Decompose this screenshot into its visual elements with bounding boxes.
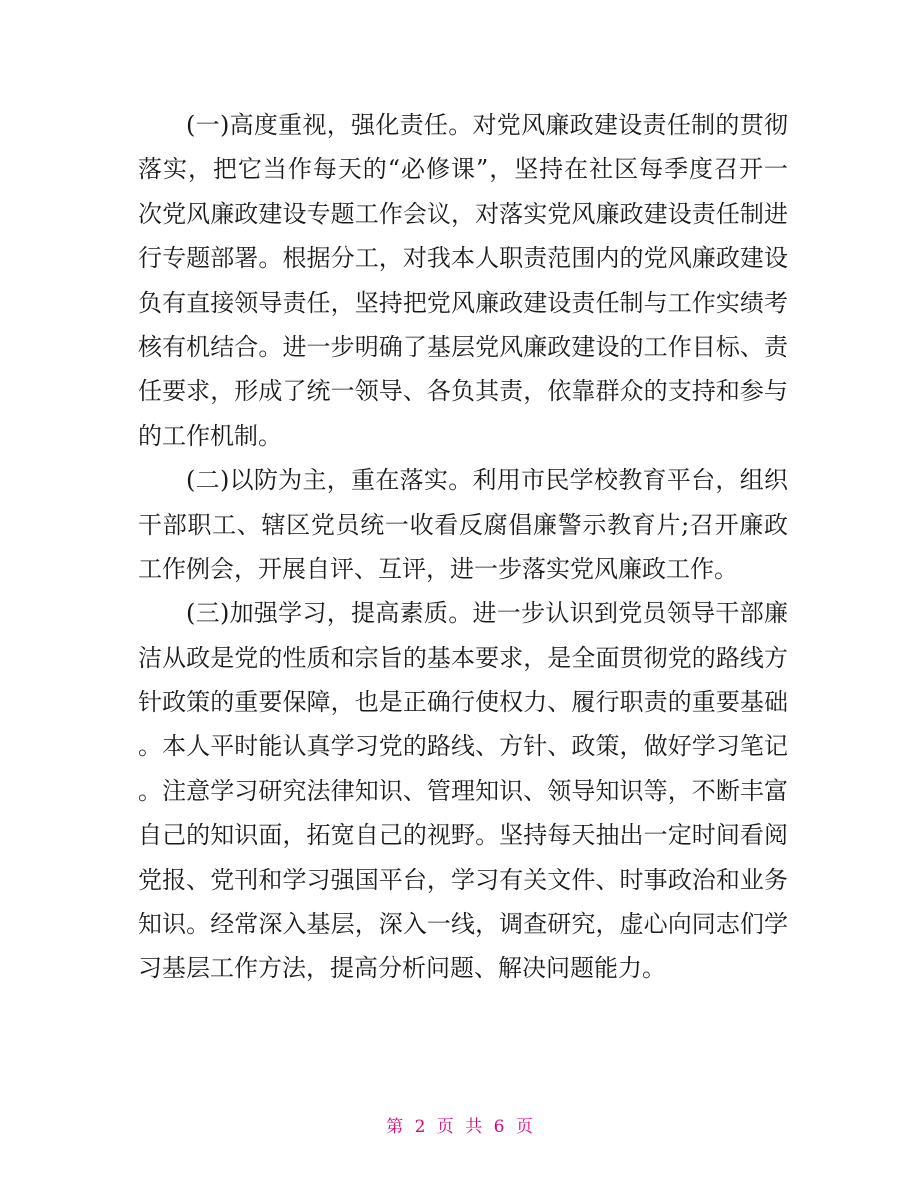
paragraph-line: 负有直接领导责任，坚持把党风廉政建设责任制与工作实绩考 (138, 288, 788, 317)
paragraph-line: 任要求，形成了统一领导、各负其责，依靠群众的支持和参与 (138, 377, 788, 406)
footer-current-page: 2 (414, 1117, 427, 1137)
paragraph-line: 落实，把它当作每天的“必修课”，坚持在社区每季度召开一 (138, 155, 788, 184)
paragraph-line: 次党风廉政建设专题工作会议，对落实党风廉政建设责任制进 (138, 199, 788, 228)
paragraph-line: (三)加强学习，提高素质。进一步认识到党员领导干部廉 (186, 599, 788, 628)
paragraph-line: (一)高度重视，强化责任。对党风廉政建设责任制的贯彻 (186, 111, 788, 139)
footer-page-word: 页 (436, 1117, 455, 1137)
paragraph-line: 习基层工作方法，提高分析问题、解决问题能力。 (138, 954, 666, 983)
footer-suffix: 页 (515, 1117, 534, 1137)
paragraph-line: 行专题部署。根据分工，对我本人职责范围内的党风廉政建设 (138, 244, 788, 273)
paragraph-line: 干部职工、辖区党员统一收看反腐倡廉警示教育片;召开廉政 (138, 510, 788, 539)
paragraph-3 (138, 591, 788, 991)
paragraph-line: 党报、党刊和学习强国平台，学习有关文件、时事政治和业务 (138, 865, 788, 894)
page-number-footer (0, 1112, 920, 1137)
paragraph-2 (138, 458, 788, 591)
paragraph-line: 。注意学习研究法律知识、管理知识、领导知识等，不断丰富 (138, 776, 788, 805)
paragraph-line: 的工作机制。 (138, 421, 282, 450)
document-body (138, 103, 788, 991)
footer-prefix: 第 (386, 1117, 405, 1137)
paragraph-line: 工作例会，开展自评、互评，进一步落实党风廉政工作。 (138, 554, 738, 583)
paragraph-line: (二)以防为主，重在落实。利用市民学校教育平台，组织 (186, 466, 788, 495)
paragraph-line: 核有机结合。进一步明确了基层党风廉政建设的工作目标、责 (138, 332, 788, 361)
paragraph-line: 知识。经常深入基层，深入一线，调查研究，虚心向同志们学 (138, 910, 788, 939)
footer-total-pages: 6 (493, 1117, 506, 1137)
paragraph-line: 针政策的重要保障，也是正确行使权力、履行职责的重要基础 (138, 688, 788, 717)
footer-total-word: 共 (465, 1117, 484, 1137)
paragraph-line: 自己的知识面，拓宽自己的视野。坚持每天抽出一定时间看阅 (138, 821, 788, 850)
paragraph-1 (138, 103, 788, 458)
paragraph-line: 洁从政是党的性质和宗旨的基本要求，是全面贯彻党的路线方 (138, 643, 788, 672)
paragraph-line: 。本人平时能认真学习党的路线、方针、政策，做好学习笔记 (138, 732, 788, 761)
